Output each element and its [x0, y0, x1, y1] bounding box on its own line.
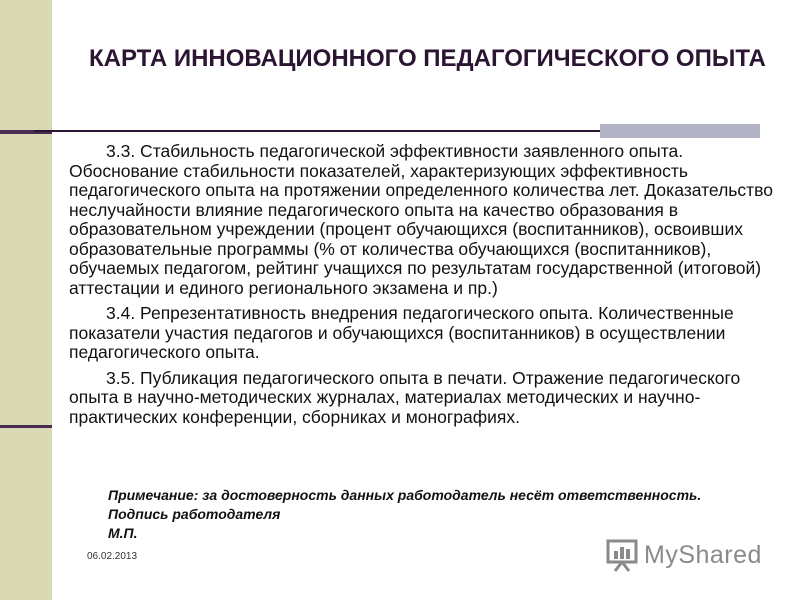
- presentation-board-icon: [606, 538, 638, 572]
- slide-body: [69, 142, 783, 433]
- note-remark: Примечание: за достоверность данных работодатель несёт ответственность.: [108, 487, 702, 503]
- note-stamp: М.П.: [108, 525, 138, 541]
- paragraph-3-3: 3.3. Стабильность педагогической эффективности заявленного опыта. Обоснование стабильности показателей, характеризующих эффективность педагогического опыта на протяжении определенного количества лет. Доказательство неслучайности влияние педагогического опыта на качество образования в образовательном учреждении (процент обучающихся (воспитанников), освоивших образовательные программы (% от количества обучающихся (воспитанников), обучаемых педагогом, рейтинг учащихся по результатам государственной (итоговой) аттестации и единого регионального экзамена и пр.): [69, 141, 773, 298]
- side-panel: [0, 0, 52, 600]
- watermark: [606, 537, 762, 573]
- note-block: [108, 486, 788, 543]
- title-divider-bar: [600, 124, 760, 138]
- side-panel-lower-line: [0, 425, 52, 428]
- title-divider: [34, 130, 600, 132]
- paragraph-3-5: 3.5. Публикация педагогического опыта в печати. Отражение педагогического опыта в научно-методических журналах, материалах методических и научно-практических конференции, сборниках и монографиях.: [69, 367, 741, 427]
- watermark-text: MyShared: [644, 540, 762, 569]
- paragraph-3-4: 3.4. Репрезентативность внедрения педагогического опыта. Количественные показатели участия педагогов и обучающихся (воспитанников) в осуществлении педагогического опыта.: [69, 303, 734, 362]
- slide-title: КАРТА ИННОВАЦИОННОГО ПЕДАГОГИЧЕСКОГО ОПЫТА: [89, 45, 766, 72]
- note-signature: Подпись работодателя: [108, 506, 281, 522]
- footer-date: 06.02.2013: [87, 551, 138, 562]
